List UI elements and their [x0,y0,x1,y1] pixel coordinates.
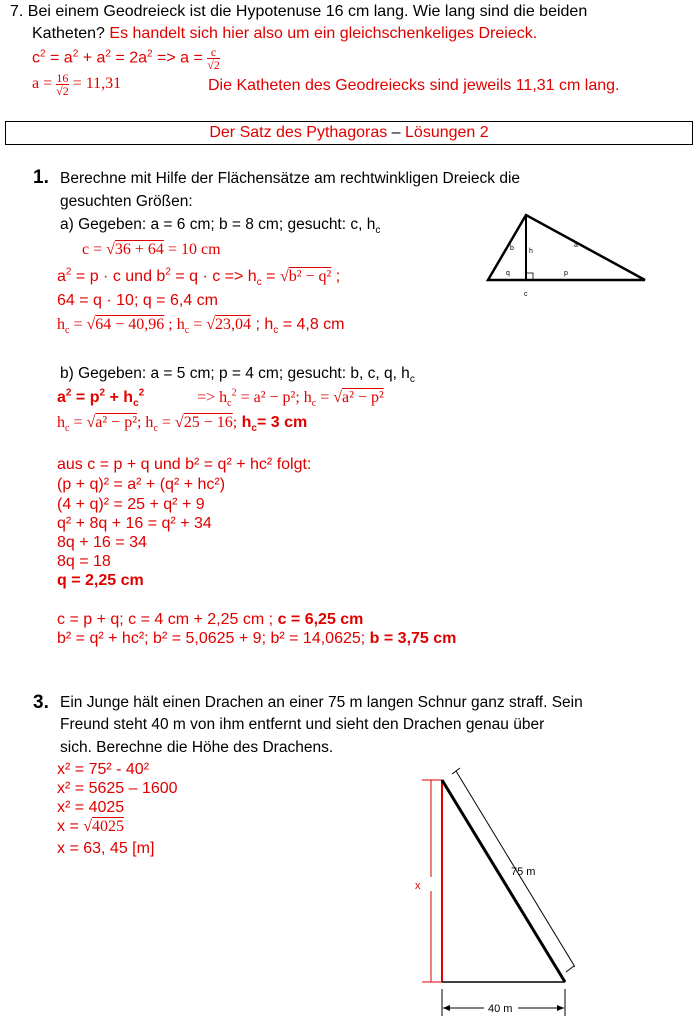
task1-b-line10: c = p + q; c = 4 cm + 2,25 cm ; c = 6,25 cm [57,611,364,628]
task1-b-line5: (4 + q)² = 25 + q² + 9 [57,496,205,513]
hyp-dim-top-tick [452,768,460,774]
task3-step2: x² = 5625 – 1600 [57,780,178,797]
q7-answer: Die Katheten des Geodreiecks sind jeweils 11,31 cm lang. [208,77,620,94]
task1-b-line9: q = 2,25 cm [57,572,144,589]
task1-b-line11: b² = q² + hc²; b² = 5,0625 + 9; b² = 14,0625; b = 3,75 cm [57,630,457,647]
task3-step1: x² = 75² - 40² [57,761,150,778]
task1-b-line1: $a^2 = p^2 + h_c^2 => h_c^2 = a^2 - p^2$; $h_c = √a^2 - p^2$ [57,387,384,410]
label-b: b [510,245,514,252]
task1-b-line6: q² + 8q + 16 = q² + 34 [57,515,212,532]
task1-b-line7: 8q + 16 = 34 [57,534,147,551]
label-a: a [574,242,578,249]
task3-number: 3. [33,692,49,713]
task1-number: 1. [33,167,49,188]
label-x: x [415,880,421,892]
label-q: q [506,270,510,277]
base-dim-arrow-right [557,1005,564,1011]
label-h: h [529,248,533,255]
task3-line3: sich. Berechne die Höhe des Drachens. [60,739,334,756]
task1-line1: Berechne mit Hilfe der Flächensätze am rechtwinkligen Dreieck die [60,170,521,187]
task1-line2: gesuchten Größen: [60,193,193,210]
task1-a-given: a) Gegeben: a = 6 cm; b = 8 cm; gesucht: c, $h_c$ [60,216,381,237]
task3-step3: x² = 4025 [57,799,125,816]
kite-triangle-figure [405,765,575,1016]
task3-step4: x = √4025 [57,818,125,835]
task1-b-line4: (p + q)² = a² + (q² + hc²) [57,476,226,493]
task3-line2: Freund steht 40 m von ihm entfernt und sieht den Drachen genau über [60,716,545,733]
task1-a-line4: $h_c = √64 - 40,96$ ; $h_c = √23,04$ ; $h_c = 4,8$ cm [57,316,345,337]
task1-a-line2: $a^2 = p \cdot c$ und $b^2 = q \cdot c => h_c = √b^2 - q^2$ ; [57,266,341,289]
task3-line1: Ein Junge hält einen Drachen an einer 75 m langen Schnur ganz straff. Sein [60,694,583,711]
q7-note: Es handelt sich hier also um ein gleichschenkeliges Dreieck. [109,25,538,42]
label-75m: 75 m [511,866,536,878]
q7-question-line2: Katheten? Es handelt sich hier also um ein gleichschenkeliges Dreieck. [32,25,538,42]
task1-b-line8: 8q = 18 [57,553,111,570]
task1-a-line3: 64 = q · 10; q = 6,4 cm [57,292,218,309]
task3-step5: x = 63, 45 [m] [57,840,155,857]
base-dim-arrow-left [443,1005,450,1011]
q7-equation2: a = $\frac{16}{√2}$ = 11,31 [32,71,122,98]
task1-b-given: b) Gegeben: a = 5 cm; p = 4 cm; gesucht: b, c, q, $h_c$ [60,365,415,386]
label-40m: 40 m [488,1003,513,1015]
task1-b-line2: $h_c = √a^2 - p^2$; $h_c = √25 - 16$; $h_c= 3$ cm [57,414,308,435]
task1-b-line3: aus c = p + q und b² = q² + hc² folgt: [57,456,312,473]
task1-a-c-equation: c = √36 + 64 = 10 cm [82,241,221,258]
hypotenuse [442,780,565,982]
section-title: Der Satz des Pythagoras – Lösungen 2 [5,121,693,145]
right-triangle-figure [480,205,650,300]
q7-equation1: $c^2 = a^2 + a^2 = 2a^2 => a$ = $\frac{c}{√2}$ [32,45,220,72]
label-c: c [524,291,528,298]
q7-question-line1: 7. Bei einem Geodreieck ist die Hypotenuse 16 cm lang. Wie lang sind die beiden [10,3,588,20]
label-p: p [564,270,568,277]
hyp-dim-bottom-tick [566,966,574,972]
